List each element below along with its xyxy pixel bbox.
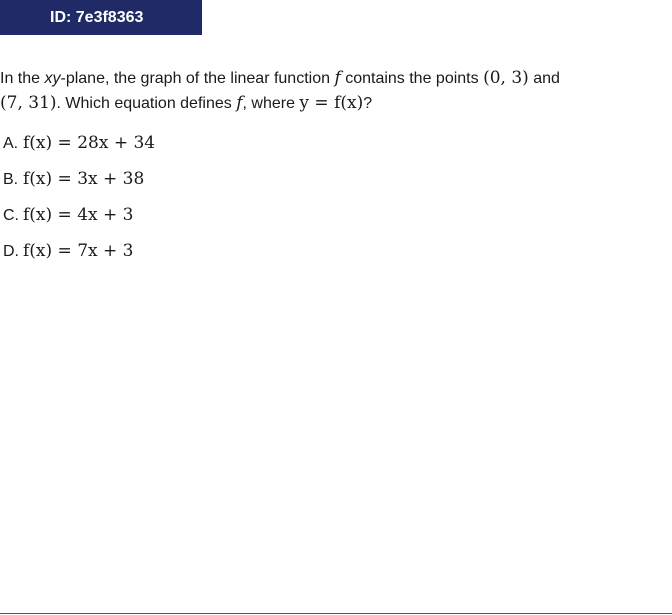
question-text-7: ? — [363, 95, 373, 112]
choice-d[interactable] — [0, 238, 600, 274]
choice-letter: C. — [3, 207, 19, 224]
question-text-xy: xy — [44, 70, 61, 87]
choice-letter: B. — [3, 171, 19, 188]
choice-expression: f(x) = 28x + 34 — [23, 133, 156, 153]
function-symbol-2: f — [236, 93, 243, 113]
point-two: (7, 31) — [0, 93, 57, 113]
choice-expression: f(x) = 7x + 3 — [23, 241, 134, 261]
function-symbol: f — [334, 68, 341, 88]
question-stem — [0, 66, 600, 116]
question-text-4: and — [528, 70, 560, 87]
question-text-1: In the — [0, 70, 45, 87]
choice-letter: D. — [3, 243, 19, 260]
question-text-5: . Which equation defines — [56, 95, 237, 112]
question-text-6: , where — [242, 95, 300, 112]
question-id-banner — [0, 0, 202, 35]
question-text-3: contains the points — [340, 70, 484, 87]
choice-expression: f(x) = 3x + 38 — [23, 169, 145, 189]
choice-b[interactable] — [0, 166, 600, 202]
point-one: (0, 3) — [483, 68, 529, 88]
bottom-divider — [0, 613, 672, 614]
question-text-2: -plane, the graph of the linear function — [60, 70, 335, 87]
choice-a[interactable] — [0, 130, 600, 166]
choice-c[interactable] — [0, 202, 600, 238]
choice-letter: A. — [3, 135, 19, 152]
answer-choices — [0, 130, 600, 274]
choice-expression: f(x) = 4x + 3 — [23, 205, 134, 225]
defining-equation: y = f(x) — [299, 93, 364, 113]
question-id-label: ID: 7e3f8363 — [50, 9, 144, 26]
